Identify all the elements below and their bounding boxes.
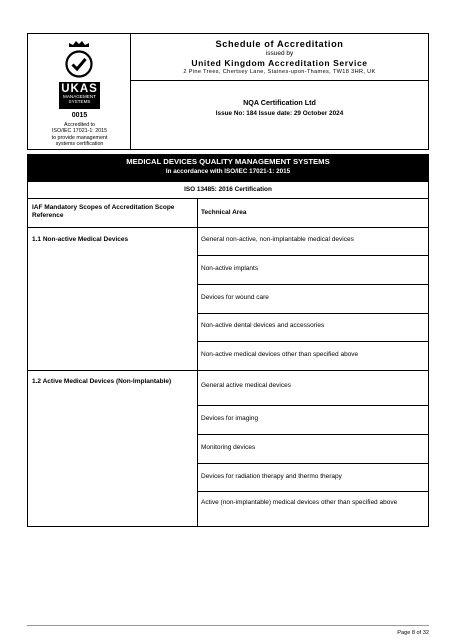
issuer-address: 2 Pine Trees, Chertsey Lane, Staines-upon-Thames, TW18 3HR, UK	[183, 69, 376, 75]
column-header-scope: IAF Mandatory Scopes of Accreditation Scope Reference	[32, 204, 175, 219]
page-number: Page 8 of 32	[397, 630, 429, 636]
statement-line: systems certification	[55, 141, 104, 148]
banner-title: MEDICAL DEVICES QUALITY MANAGEMENT SYSTEMS	[126, 157, 330, 166]
row-divider	[197, 341, 428, 342]
certification-standard: ISO 13485: 2016 Certification	[28, 182, 428, 199]
technical-area: Non-active dental devices and accessories	[201, 322, 325, 329]
column-header-technical-area: Technical Area	[201, 209, 247, 216]
schedule-info	[131, 34, 428, 149]
technical-area: Active (non-implantable) medical devices other than specified above	[201, 499, 398, 506]
issuer-name: United Kingdom Accreditation Service	[191, 58, 368, 68]
footer-divider	[27, 625, 429, 626]
statement-line: ISO/IEC 17021-1: 2015	[51, 128, 108, 135]
accreditation-number: 0015	[71, 112, 88, 119]
technical-area: Monitoring devices	[201, 444, 256, 451]
checkmark-icon	[65, 50, 93, 78]
ukas-logo	[59, 82, 100, 109]
technical-area: General non-active, non-implantable medical devices	[201, 236, 354, 243]
scope-reference: 1.1 Non-active Medical Devices	[32, 236, 129, 243]
row-divider	[197, 491, 428, 492]
row-divider	[28, 227, 428, 228]
technical-area: General active medical devices	[201, 382, 291, 389]
accreditation-statement	[28, 122, 131, 148]
row-divider	[28, 370, 428, 371]
technical-area: Non-active medical devices other than specified above	[201, 351, 359, 358]
technical-area: Devices for wound care	[201, 294, 269, 301]
banner-subtitle: In accordance with ISO/IEC 17021-1: 2015	[165, 168, 291, 175]
technical-area: Devices for imaging	[201, 415, 259, 422]
section-banner	[27, 154, 429, 181]
organisation-name: NQA Certification Ltd	[243, 98, 316, 107]
column-divider	[197, 199, 198, 526]
statement-line: to provide management	[51, 134, 108, 141]
accreditation-header	[27, 33, 429, 150]
divider	[131, 80, 428, 81]
row-divider	[197, 313, 428, 314]
row-divider	[197, 434, 428, 435]
scope-table	[27, 181, 429, 527]
statement-line: Accredited to	[64, 122, 95, 128]
row-divider	[197, 463, 428, 464]
issued-by-label: issued by	[265, 50, 294, 57]
crown-icon	[67, 40, 91, 48]
logo-subtext: MANAGEMENT SYSTEMS	[63, 94, 96, 104]
technical-area: Devices for radiation therapy and thermo therapy	[201, 473, 342, 480]
schedule-title: Schedule of Accreditation	[215, 39, 344, 49]
issue-details: Issue No: 184 Issue date: 29 October 2024	[215, 110, 344, 117]
row-divider	[197, 255, 428, 256]
row-divider	[197, 405, 428, 406]
ukas-logo-column	[28, 34, 131, 149]
technical-area: Non-active implants	[201, 265, 259, 272]
scope-reference: 1.2 Active Medical Devices (Non-Implantable)	[32, 378, 172, 385]
logo-text: UKAS	[61, 83, 98, 95]
row-divider	[197, 284, 428, 285]
